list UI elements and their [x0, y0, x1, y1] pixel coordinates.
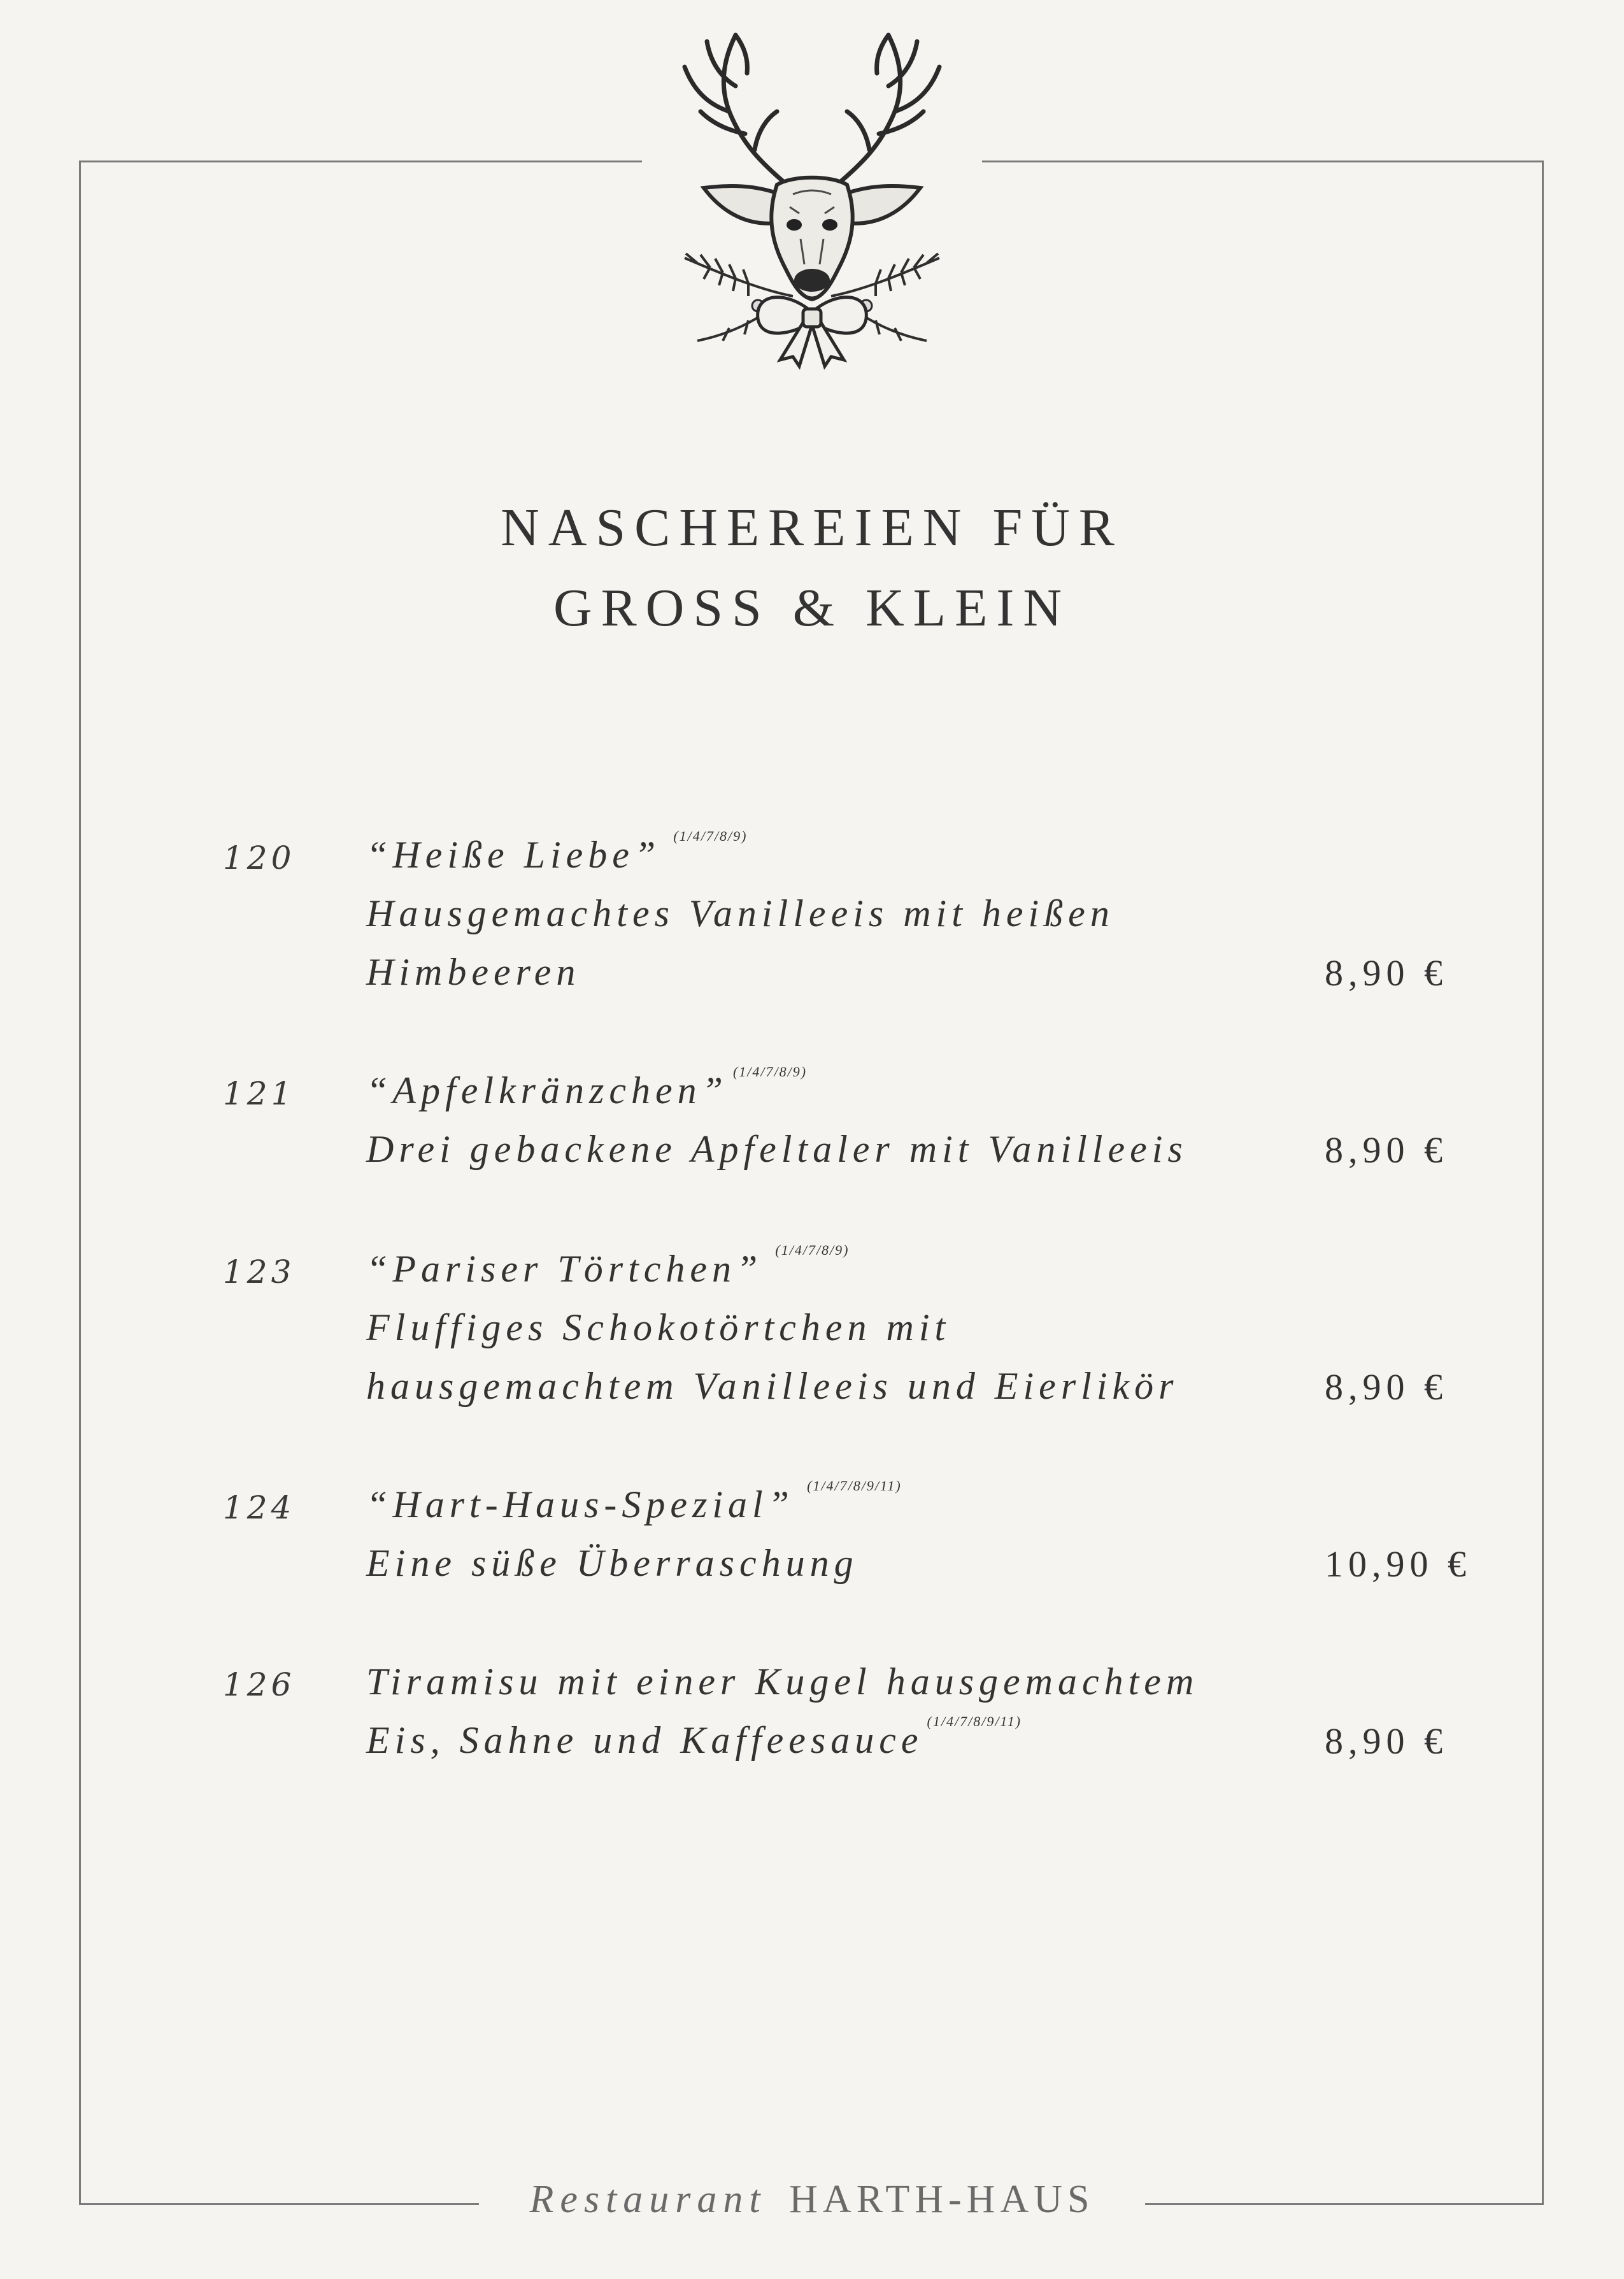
footer-restaurant-name: HARTH-HAUS — [789, 2178, 1095, 2221]
item-description: Himbeeren — [366, 951, 581, 993]
item-price: 8,90 € — [1325, 1720, 1448, 1762]
page-frame — [79, 161, 1544, 2205]
allergen-codes: (1/4/7/8/9/11) — [927, 1713, 1022, 1729]
item-name — [366, 1064, 808, 1113]
item-description — [366, 1713, 1022, 1762]
item-price: 8,90 € — [1325, 1129, 1448, 1171]
item-description: Drei gebackene Apfeltaler mit Vanilleeis — [366, 1128, 1188, 1170]
item-description: Tiramisu mit einer Kugel hausgemachtem — [366, 1661, 1199, 1703]
item-number: 124 — [223, 1489, 296, 1526]
item-description: hausgemachtem Vanilleeis und Eierlikör — [366, 1365, 1179, 1407]
item-description: Fluffiges Schokotörtchen mit — [366, 1306, 951, 1348]
item-price: 8,90 € — [1325, 952, 1448, 994]
restaurant-footer — [0, 2177, 1624, 2222]
allergen-codes: (1/4/7/8/9/11) — [807, 1478, 902, 1494]
stag-head-icon — [634, 22, 990, 369]
item-description: Hausgemachtes Vanilleeis mit heißen — [366, 892, 1115, 934]
item-description: Eine süße Überraschung — [366, 1542, 858, 1584]
item-number: 126 — [223, 1666, 296, 1703]
item-name-text: “Heiße Liebe” — [366, 834, 661, 876]
allergen-codes: (1/4/7/8/9) — [673, 828, 748, 844]
item-number: 121 — [223, 1075, 296, 1112]
item-description-text: Eis, Sahne und Kaffeesauce — [366, 1719, 923, 1761]
item-name-text: “Hart-Haus-Spezial” — [366, 1483, 795, 1525]
footer-prefix: Restaurant — [529, 2178, 767, 2221]
item-name — [366, 828, 748, 877]
allergen-codes: (1/4/7/8/9) — [775, 1242, 850, 1258]
page-title-line1: NASCHEREIEN FÜR — [501, 498, 1123, 557]
page-title-line2: GROSS & KLEIN — [553, 578, 1071, 638]
item-price: 8,90 € — [1325, 1366, 1448, 1408]
item-price: 10,90 € — [1325, 1543, 1471, 1585]
item-number: 120 — [223, 839, 296, 876]
item-name-text: “Apfelkränzchen” — [366, 1069, 728, 1111]
item-name — [366, 1242, 850, 1291]
item-name — [366, 1478, 902, 1527]
item-number: 123 — [223, 1254, 296, 1290]
allergen-codes: (1/4/7/8/9) — [732, 1064, 808, 1080]
item-name-text: “Pariser Törtchen” — [366, 1248, 763, 1290]
